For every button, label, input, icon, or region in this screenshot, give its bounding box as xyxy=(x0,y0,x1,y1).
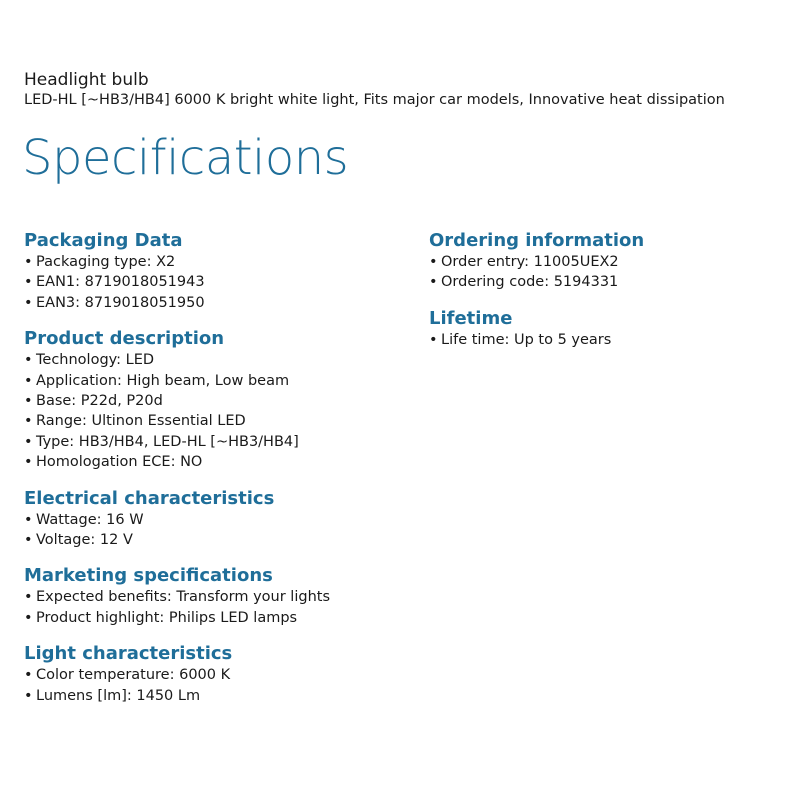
product-name: Headlight bulb xyxy=(24,70,149,90)
bullet-icon: • xyxy=(24,352,33,369)
spec-item xyxy=(24,293,414,313)
spec-item-text: Technology: LED xyxy=(36,352,155,369)
spec-item xyxy=(24,587,414,607)
spec-item-text: Range: Ultinon Essential LED xyxy=(36,413,246,430)
spec-item-text: Lumens [lm]: 1450 Lm xyxy=(36,687,201,704)
section-title: Packaging Data xyxy=(24,230,183,251)
spec-item-text: Color temperature: 6000 K xyxy=(36,667,231,684)
spec-item-text: Homologation ECE: NO xyxy=(36,454,203,471)
section-title: Electrical characteristics xyxy=(24,487,275,509)
spec-item-text: Base: P22d, P20d xyxy=(36,393,163,410)
spec-item xyxy=(24,686,414,706)
spec-list xyxy=(24,587,414,628)
spec-item-text: Ordering code: 5194331 xyxy=(441,274,619,291)
spec-item xyxy=(429,252,779,272)
section-light-characteristics xyxy=(24,642,414,706)
page-title: Specifications xyxy=(22,130,349,186)
spec-item xyxy=(24,432,414,452)
product-header xyxy=(24,70,784,110)
spec-item-text: Type: HB3/HB4, LED-HL [~HB3/HB4] xyxy=(36,433,299,450)
spec-list xyxy=(24,510,414,551)
spec-item-text: Voltage: 12 V xyxy=(36,532,133,549)
spec-item xyxy=(429,272,779,292)
bullet-icon: • xyxy=(429,331,438,348)
section-packaging-data xyxy=(24,229,414,313)
bullet-icon: • xyxy=(24,609,33,626)
section-marketing-specifications xyxy=(24,564,414,628)
spec-item xyxy=(24,452,414,472)
spec-list xyxy=(429,252,779,293)
spec-item xyxy=(24,371,414,391)
section-title: Light characteristics xyxy=(24,643,233,665)
bullet-icon: • xyxy=(24,433,33,450)
bullet-icon: • xyxy=(24,294,33,311)
bullet-icon: • xyxy=(24,532,33,549)
spec-item xyxy=(24,252,414,272)
section-title: Lifetime xyxy=(429,307,513,329)
bullet-icon: • xyxy=(24,454,33,471)
spec-item xyxy=(24,411,414,431)
section-product-description xyxy=(24,327,414,472)
spec-item xyxy=(24,665,414,685)
bullet-icon: • xyxy=(429,254,438,270)
bullet-icon: • xyxy=(24,372,33,389)
spec-item xyxy=(24,608,414,628)
bullet-icon: • xyxy=(24,393,33,410)
spec-list xyxy=(24,252,414,313)
spec-item-text: Expected benefits: Transform your lights xyxy=(36,589,331,606)
bullet-icon: • xyxy=(24,274,33,291)
section-ordering-information xyxy=(429,229,779,293)
spec-item-text: Packaging type: X2 xyxy=(36,254,176,270)
spec-item-text: EAN1: 8719018051943 xyxy=(36,274,205,291)
section-electrical-characteristics xyxy=(24,487,414,551)
spec-item xyxy=(24,350,414,370)
spec-item xyxy=(24,510,414,530)
spec-list xyxy=(429,330,779,350)
spec-item-text: Product highlight: Philips LED lamps xyxy=(36,609,298,626)
product-subtitle: LED-HL [~HB3/HB4] 6000 K bright white light, Fits major car models, Innovative heat dissipation xyxy=(24,92,725,108)
spec-item xyxy=(429,330,779,350)
spec-item-text: EAN3: 8719018051950 xyxy=(36,294,205,311)
spec-list xyxy=(24,350,414,472)
section-title: Marketing specifications xyxy=(24,565,273,587)
spec-item-text: Wattage: 16 W xyxy=(36,511,144,528)
bullet-icon: • xyxy=(429,274,438,291)
bullet-icon: • xyxy=(24,687,33,704)
spec-item xyxy=(24,391,414,411)
spec-item-text: Order entry: 11005UEX2 xyxy=(441,254,619,270)
bullet-icon: • xyxy=(24,413,33,430)
right-column xyxy=(429,229,779,364)
spec-item-text: Application: High beam, Low beam xyxy=(36,372,290,389)
section-lifetime xyxy=(429,307,779,350)
spec-item xyxy=(24,530,414,550)
bullet-icon: • xyxy=(24,667,33,684)
section-title: Ordering information xyxy=(429,230,645,251)
spec-item xyxy=(24,272,414,292)
spec-item-text: Life time: Up to 5 years xyxy=(441,331,612,348)
section-title: Product description xyxy=(24,328,225,350)
left-column xyxy=(24,229,414,720)
bullet-icon: • xyxy=(24,254,33,270)
bullet-icon: • xyxy=(24,511,33,528)
spec-list xyxy=(24,665,414,706)
bullet-icon: • xyxy=(24,589,33,606)
